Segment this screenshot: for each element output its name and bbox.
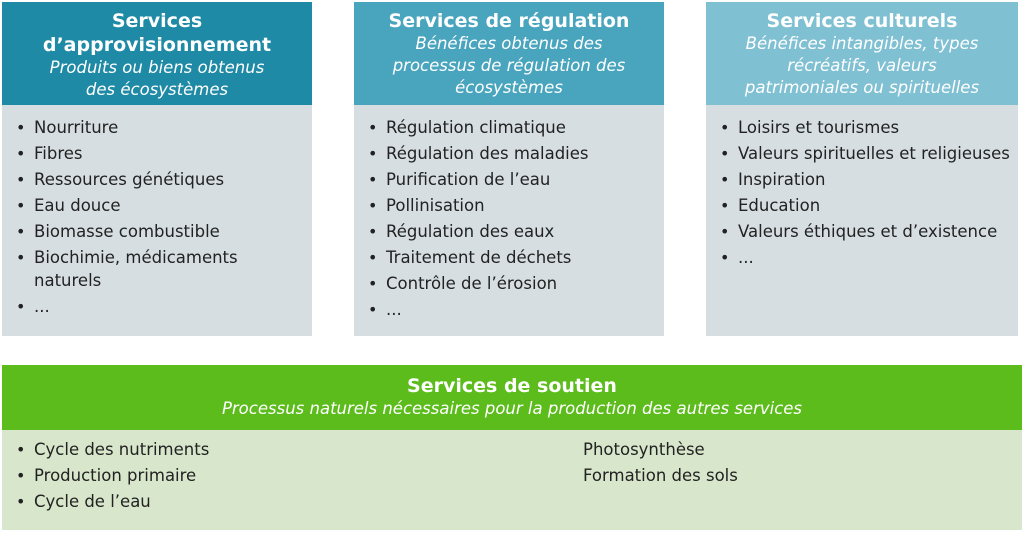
list-item: • ... bbox=[714, 247, 1010, 270]
cultural-title: Services culturels bbox=[766, 10, 958, 32]
list-item: • Inspiration bbox=[714, 169, 1010, 192]
regulation-services-body bbox=[354, 105, 664, 322]
list-item: • Contrôle de l’érosion bbox=[362, 273, 656, 296]
list-item: • ... bbox=[362, 299, 656, 322]
regulation-list bbox=[362, 117, 656, 322]
list-item: • Régulation des eaux bbox=[362, 221, 656, 244]
list-item: • Loisirs et tourismes bbox=[714, 117, 1010, 140]
provisioning-subtitle-line-1: Produits ou biens obtenus bbox=[49, 58, 265, 77]
list-item: • Fibres bbox=[10, 143, 304, 166]
cultural-services-body bbox=[706, 105, 1018, 270]
cultural-subtitle-line-3: patrimoniales ou spirituelles bbox=[744, 78, 980, 97]
cultural-subtitle-line-2: récréatifs, valeurs bbox=[787, 56, 937, 75]
regulation-subtitle-line-1: Bénéfices obtenus des bbox=[415, 34, 603, 53]
regulation-services-header bbox=[354, 2, 664, 105]
regulation-title: Services de régulation bbox=[388, 10, 630, 32]
list-item: • ... bbox=[10, 296, 304, 319]
list-item: • Pollinisation bbox=[362, 195, 656, 218]
provisioning-subtitle-line-2: des écosystèmes bbox=[85, 80, 229, 99]
supporting-services-body bbox=[2, 430, 1022, 530]
list-item: • Cycle des nutriments bbox=[10, 439, 209, 462]
provisioning-title-line-2: d’approvisionnement bbox=[42, 34, 272, 56]
list-item: • Production primaire bbox=[10, 465, 209, 488]
regulation-services-card bbox=[354, 2, 664, 336]
list-item: • Purification de l’eau bbox=[362, 169, 656, 192]
cultural-services-card bbox=[706, 2, 1018, 336]
supporting-services-card bbox=[2, 365, 1022, 530]
list-item: • Traitement de déchets bbox=[362, 247, 656, 270]
provisioning-services-header bbox=[2, 2, 312, 105]
supporting-services-header bbox=[2, 365, 1022, 430]
provisioning-services-card bbox=[2, 2, 312, 336]
provisioning-title-line-1: Services bbox=[111, 10, 203, 32]
supporting-list-left bbox=[10, 439, 209, 517]
cultural-list bbox=[714, 117, 1010, 270]
list-item: • Valeurs éthiques et d’existence bbox=[714, 221, 1010, 244]
supporting-list-right bbox=[580, 439, 738, 491]
list-item: • Ressources génétiques bbox=[10, 169, 304, 192]
list-item: • Valeurs spirituelles et religieuses bbox=[714, 143, 1010, 166]
list-item: • Régulation des maladies bbox=[362, 143, 656, 166]
list-item: • Biomasse combustible bbox=[10, 221, 304, 244]
supporting-subtitle: Processus naturels nécessaires pour la production des autres services bbox=[221, 399, 803, 418]
regulation-subtitle-line-2: processus de régulation des bbox=[392, 56, 626, 75]
regulation-subtitle-line-3: écosystèmes bbox=[455, 78, 563, 97]
cultural-services-header bbox=[706, 2, 1018, 105]
list-item: • Biochimie, médicaments naturels bbox=[10, 247, 304, 292]
list-item: Formation des sols bbox=[583, 466, 738, 485]
list-item: • Eau douce bbox=[10, 195, 304, 218]
cultural-subtitle-line-1: Bénéfices intangibles, types bbox=[745, 34, 979, 53]
list-item: • Régulation climatique bbox=[362, 117, 656, 140]
supporting-title: Services de soutien bbox=[407, 375, 617, 397]
provisioning-list bbox=[10, 117, 304, 318]
list-item: • Cycle de l’eau bbox=[10, 491, 209, 514]
provisioning-services-body bbox=[2, 105, 312, 318]
list-item: • Education bbox=[714, 195, 1010, 218]
list-item: • Nourriture bbox=[10, 117, 304, 140]
list-item: Photosynthèse bbox=[583, 440, 705, 459]
